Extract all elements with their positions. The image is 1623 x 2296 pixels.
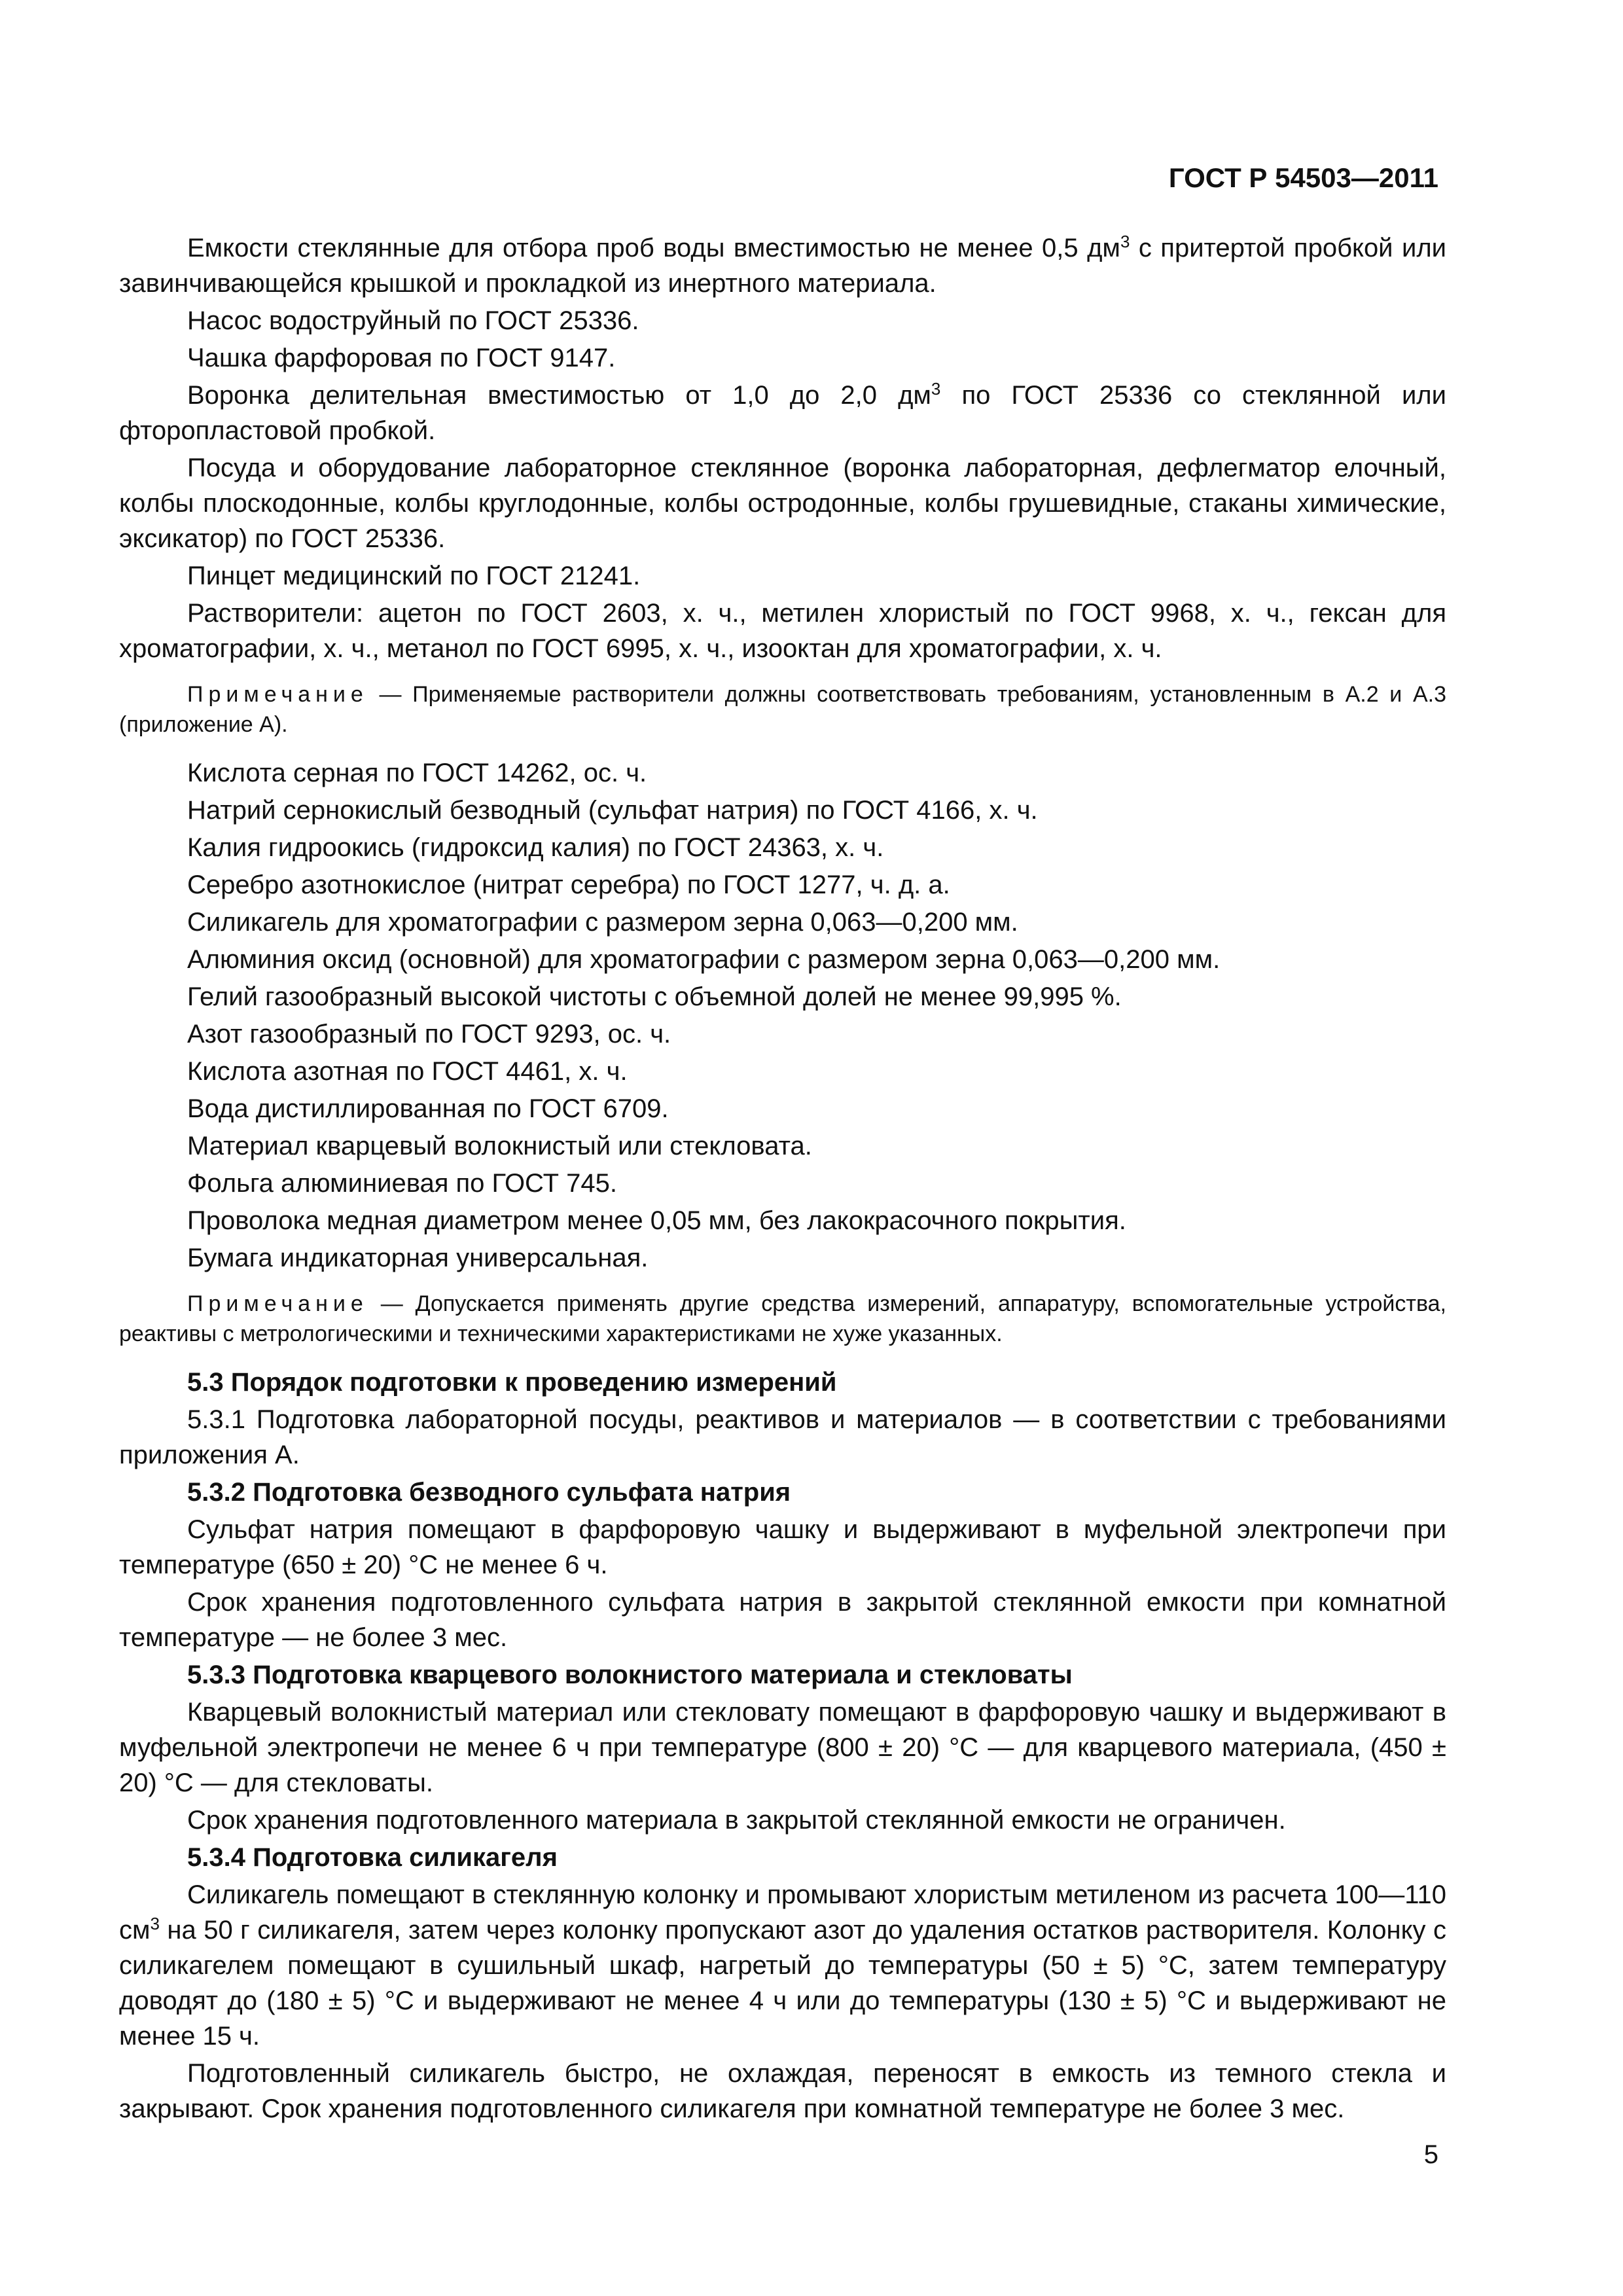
paragraph-5-3-4-b: Подготовленный силикагель быстро, не охлаждая, переносят в емкость из темного стекла и закрывают. Срок хранения подготовленного силикагеля при комнатной температуре не более 3 мес. [119, 2059, 1446, 2123]
heading-5-3-3: 5.3.3 Подготовка кварцевого волокнистого материала и стекловаты [187, 1660, 1073, 1689]
paragraph-5-3-2-a: Сульфат натрия помещают в фарфоровую чашку и выдерживают в муфельной электропечи при температуре (650 ± 20) °С не менее 6 ч. [119, 1515, 1446, 1579]
paragraph-reagent-1: Кислота серная по ГОСТ 14262, ос. ч. [187, 759, 647, 787]
paragraph-reagent-13: Проволока медная диаметром менее 0,05 мм, без лакокрасочного покрытия. [187, 1206, 1126, 1235]
paragraph-5-3-1: 5.3.1 Подготовка лабораторной посуды, реактивов и материалов — в соответствии с требованиями приложения А. [119, 1405, 1446, 1469]
paragraph-reagent-3: Калия гидроокись (гидроксид калия) по ГОСТ 24363, х. ч. [187, 833, 884, 862]
superscript: 3 [931, 379, 941, 399]
paragraph-reagent-10: Вода дистиллированная по ГОСТ 6709. [187, 1094, 669, 1123]
superscript: 3 [150, 1914, 160, 1933]
paragraph-5-3-3-a: Кварцевый волокнистый материал или стекловату помещают в фарфоровую чашку и выдерживают в муфельной электропечи не менее 6 ч при температуре (800 ± 20) °С — для кварцевого материала, (450 ± 20) °С — для стекловаты. [119, 1698, 1446, 1797]
paragraph-equipment-2: Насос водоструйный по ГОСТ 25336. [187, 306, 639, 335]
paragraph-reagent-2: Натрий сернокислый безводный (сульфат натрия) по ГОСТ 4166, х. ч. [187, 796, 1038, 825]
paragraph-equipment-4: Воронка делительная вместимостью от 1,0 до 2,0 $дм^3$ по ГОСТ 25336 со стеклянной или фторопластовой пробкой. [119, 379, 1446, 445]
paragraph-reagent-4: Серебро азотнокислое (нитрат серебра) по ГОСТ 1277, ч. д. а. [187, 870, 950, 899]
note-solvents: Примечание — Применяемые растворители должны соответствовать требованиям, установленным в А.2 и А.3 (приложение А). [119, 682, 1446, 737]
document-body [119, 230, 1446, 2128]
paragraph-reagent-7: Гелий газообразный высокой чистоты с объемной долей не менее 99,995 %. [187, 982, 1122, 1011]
paragraph-reagent-14: Бумага индикаторная универсальная. [187, 1244, 649, 1272]
heading-5-3-2: 5.3.2 Подготовка безводного сульфата натрия [187, 1478, 791, 1507]
paragraph-equipment-3: Чашка фарфоровая по ГОСТ 9147. [187, 344, 616, 372]
paragraph-reagent-11: Материал кварцевый волокнистый или стекловата. [187, 1132, 812, 1160]
paragraph-reagent-6: Алюминия оксид (основной) для хроматографии с размером зерна 0,063—0,200 мм. [187, 945, 1221, 974]
document-header: ГОСТ Р 54503—2011 [1168, 162, 1438, 193]
paragraph-reagent-12: Фольга алюминиевая по ГОСТ 745. [187, 1169, 618, 1198]
note-alternatives: Примечание — Допускается применять другие средства измерений, аппаратуру, вспомогательные устройства, реактивы с метрологическими и техническими характеристиками не хуже указанных. [119, 1291, 1446, 1346]
paragraph-5-3-2-b: Срок хранения подготовленного сульфата натрия в закрытой стеклянной емкости при комнатной температуре — не более 3 мес. [119, 1588, 1446, 1652]
paragraph-equipment-1: Емкости стеклянные для отбора проб воды вместимостью не менее 0,5 $дм^3$ с притертой пробкой или завинчивающейся крышкой и прокладкой из инертного материала. [119, 232, 1447, 298]
paragraph-equipment-5: Посуда и оборудование лабораторное стеклянное (воронка лабораторная, дефлегматор елочный, колбы плоскодонные, колбы круглодонные, колбы остродонные, колбы грушевидные, стаканы химические, эксикатор) по ГОСТ 25336. [119, 454, 1446, 553]
paragraph-reagent-5: Силикагель для хроматографии с размером зерна 0,063—0,200 мм. [187, 908, 1018, 937]
superscript: 3 [1120, 232, 1130, 251]
paragraph-equipment-7: Растворители: ацетон по ГОСТ 2603, х. ч., метилен хлористый по ГОСТ 9968, х. ч., гексан для хроматографии, х. ч., метанол по ГОСТ 6995, х. ч., изооктан для хроматографии, х. ч. [119, 599, 1446, 663]
heading-5-3-4: 5.3.4 Подготовка силикагеля [187, 1843, 558, 1872]
paragraph-reagent-8: Азот газообразный по ГОСТ 9293, ос. ч. [187, 1020, 671, 1049]
paragraph-5-3-3-b: Срок хранения подготовленного материала в закрытой стеклянной емкости не ограничен. [187, 1806, 1286, 1835]
paragraph-equipment-6: Пинцет медицинский по ГОСТ 21241. [187, 562, 641, 590]
paragraph-5-3-4-a: Силикагель помещают в стеклянную колонку и промывают хлористым метиленом из расчета 100—110 $см^3$ на 50 г силикагеля, затем через колонку пропускают азот до удаления остатков растворителя. Колонку с силикагелем помещают в сушильный шкаф, нагретый до температуры (50 ± 5) °С, затем температуру доводят до (180 ± 5) °С и выдерживают не менее 4 ч или до температуры (130 ± 5) °С и выдерживают не менее 15 ч. [119, 1880, 1446, 2051]
page-number: 5 [1423, 2140, 1438, 2169]
paragraph-reagent-9: Кислота азотная по ГОСТ 4461, х. ч. [187, 1057, 628, 1086]
heading-5-3: 5.3 Порядок подготовки к проведению измерений [187, 1368, 837, 1397]
